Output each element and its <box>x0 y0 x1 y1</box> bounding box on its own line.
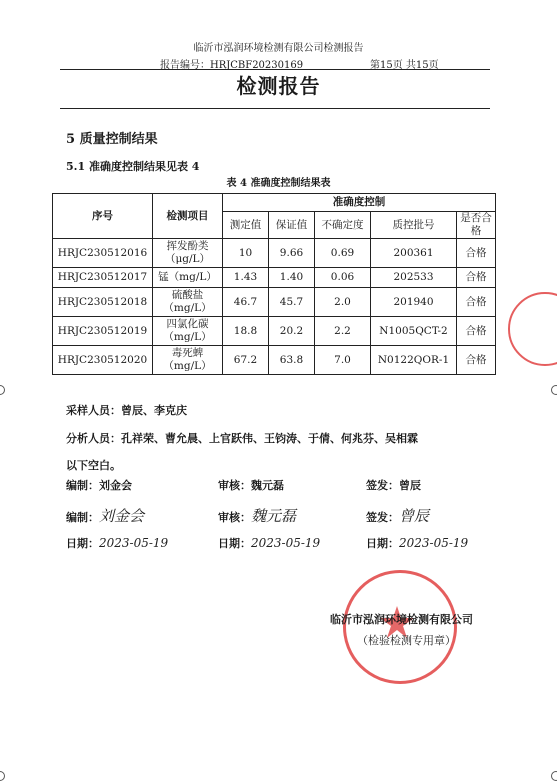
item-unit: （mg/L） <box>163 302 212 314</box>
cell-item <box>153 317 223 346</box>
section-subtitle: 5.1 准确度控制结果见表 4 <box>66 160 200 173</box>
reviewer-sign-label: 审核： <box>218 511 251 524</box>
cell-uncertainty: 2.2 <box>315 317 371 346</box>
editor-sign-label: 编制： <box>66 511 99 524</box>
title-rule <box>60 108 490 109</box>
issuer-sign-row <box>366 505 429 526</box>
date-value: 2023-05-19 <box>99 536 169 550</box>
cell-guaranteed: 20.2 <box>269 317 315 346</box>
cell-uncertainty: 2.0 <box>315 288 371 317</box>
date-value: 2023-05-19 <box>399 536 469 550</box>
table-row <box>53 268 496 288</box>
edge-seal-fragment <box>508 292 557 366</box>
cell-seq: HRJC230512017 <box>53 268 153 288</box>
item-name: 锰（mg/L） <box>158 271 217 283</box>
table-row <box>53 317 496 346</box>
reviewer-signature: 魏元磊 <box>251 507 297 525</box>
cell-uncertainty: 7.0 <box>315 346 371 375</box>
table-caption: 表 4 准确度控制结果表 <box>226 178 331 189</box>
company-seal <box>343 570 457 684</box>
section-title: 5 质量控制结果 <box>66 132 158 147</box>
cell-batch: 202533 <box>371 268 457 288</box>
date-row-3 <box>366 535 468 551</box>
header-guaranteed: 保证值 <box>269 212 315 239</box>
header-measured: 测定值 <box>223 212 269 239</box>
quality-control-table <box>52 193 496 375</box>
cell-guaranteed: 9.66 <box>269 239 315 268</box>
editor-label: 编制：刘金会 <box>66 479 132 492</box>
binding-hole-bottom-left <box>0 771 5 781</box>
editor-sign-row <box>66 505 144 526</box>
cell-batch: 201940 <box>371 288 457 317</box>
cell-qualified: 合格 <box>457 268 496 288</box>
cell-uncertainty: 0.06 <box>315 268 371 288</box>
cell-seq: HRJC230512019 <box>53 317 153 346</box>
cell-measured: 1.43 <box>223 268 269 288</box>
cell-guaranteed: 45.7 <box>269 288 315 317</box>
report-number: 报告编号：HRJCBF20230169 <box>160 60 304 71</box>
table-row <box>53 346 496 375</box>
issuer-label: 签发：曾辰 <box>366 479 421 492</box>
item-unit: （mg/L） <box>163 360 212 372</box>
cell-measured: 46.7 <box>223 288 269 317</box>
binding-hole-bottom-right <box>551 771 557 781</box>
header-qualified: 是否合格 <box>457 212 496 239</box>
cell-batch: N1005QCT-2 <box>371 317 457 346</box>
cell-measured: 18.8 <box>223 317 269 346</box>
header-accuracy-group: 准确度控制 <box>223 194 496 212</box>
date-label: 日期： <box>218 537 251 550</box>
date-label: 日期： <box>66 537 99 550</box>
date-value: 2023-05-19 <box>251 536 321 550</box>
item-name: 挥发酚类 <box>166 240 209 252</box>
header-uncertainty: 不确定度 <box>315 212 371 239</box>
cell-qualified: 合格 <box>457 317 496 346</box>
item-name: 四氯化碳 <box>166 318 209 330</box>
header-seq: 序号 <box>53 194 153 239</box>
item-unit: （mg/L） <box>163 331 212 343</box>
cell-batch: N0122QOR-1 <box>371 346 457 375</box>
analysis-personnel: 分析人员：孔祥荣、曹允晨、上官跃伟、王钧涛、于倩、何兆芬、吴相霖 <box>66 432 418 445</box>
stamp-purpose: （检验检测专用章） <box>357 634 456 647</box>
header-batch: 质控批号 <box>371 212 457 239</box>
item-name: 毒死蜱 <box>171 347 204 359</box>
table-row <box>53 288 496 317</box>
editor-signature: 刘金会 <box>99 507 145 525</box>
cell-seq: HRJC230512020 <box>53 346 153 375</box>
cell-qualified: 合格 <box>457 346 496 375</box>
reviewer-label: 审核：魏元磊 <box>218 479 284 492</box>
reviewer-sign-row <box>218 505 296 526</box>
cell-guaranteed: 1.40 <box>269 268 315 288</box>
cell-uncertainty: 0.69 <box>315 239 371 268</box>
cell-qualified: 合格 <box>457 288 496 317</box>
cell-measured: 10 <box>223 239 269 268</box>
binding-hole-left <box>0 385 5 395</box>
binding-hole-right <box>551 385 557 395</box>
item-name: 硫酸盐 <box>171 289 204 301</box>
cell-qualified: 合格 <box>457 239 496 268</box>
cell-seq: HRJC230512016 <box>53 239 153 268</box>
page-info: 第15页 共15页 <box>370 60 439 71</box>
cell-item <box>153 346 223 375</box>
sampling-personnel: 采样人员：曾辰、李克庆 <box>66 404 187 417</box>
cell-item <box>153 239 223 268</box>
date-row-1 <box>66 535 168 551</box>
issuer-signature: 曾辰 <box>399 507 430 525</box>
blank-note: 以下空白。 <box>66 459 121 472</box>
cell-seq: HRJC230512018 <box>53 288 153 317</box>
date-label: 日期： <box>366 537 399 550</box>
page-title: 检测报告 <box>236 74 321 98</box>
cell-guaranteed: 63.8 <box>269 346 315 375</box>
date-row-2 <box>218 535 320 551</box>
cell-batch: 200361 <box>371 239 457 268</box>
report-company-header: 临沂市泓润环境检测有限公司检测报告 <box>193 43 364 54</box>
stamp-company-name: 临沂市泓润环境检测有限公司 <box>330 613 473 626</box>
table-row <box>53 239 496 268</box>
cell-measured: 67.2 <box>223 346 269 375</box>
issuer-sign-label: 签发： <box>366 511 399 524</box>
cell-item <box>153 268 223 288</box>
item-unit: （μg/L） <box>164 253 211 265</box>
header-item: 检测项目 <box>153 194 223 239</box>
cell-item <box>153 288 223 317</box>
